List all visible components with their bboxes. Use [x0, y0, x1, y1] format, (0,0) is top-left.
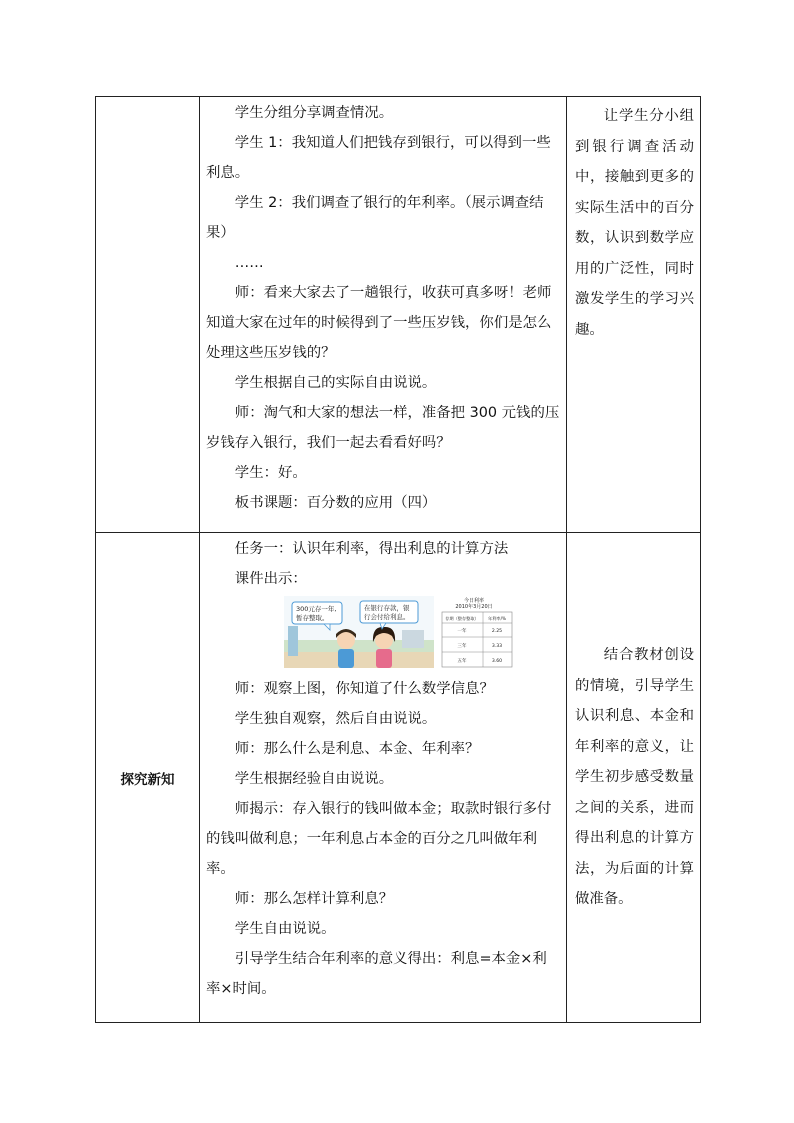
- board-rate: 3.33: [491, 644, 503, 649]
- paragraph: 学生 1：我知道人们把钱存到银行，可以得到一些利息。: [206, 135, 551, 181]
- paragraph: 师：观察上图，你知道了什么数学信息？: [234, 681, 494, 697]
- process-cell: [200, 533, 567, 1023]
- board-header: 存期（整存整取）: [445, 616, 479, 621]
- stage-cell: [96, 97, 200, 533]
- paragraph: 学生 2：我们调查了银行的年利率。（展示调查结果）: [206, 195, 544, 241]
- paragraph: 板书课题：百分数的应用（四）: [234, 495, 437, 511]
- board-term: 三年: [457, 644, 467, 649]
- paragraph: 学生根据经验自由说说。: [234, 771, 394, 787]
- design-intent-text: 结合教材创设的情境，引导学生认识利息、本金和年利率的意义，让学生初步感受数量之间的关系，进而得出利息的计算方法，为后面的计算做准备。: [575, 647, 694, 908]
- paragraph: 师：那么什么是利息、本金、年利率？: [234, 741, 480, 757]
- table-row: [96, 97, 701, 533]
- intent-cell: [567, 533, 701, 1023]
- board-term: 一年: [457, 629, 467, 634]
- paragraph: 学生自由说说。: [234, 921, 336, 937]
- paragraph: 师揭示：存入银行的钱叫做本金；取款时银行多付的钱叫做利息；一年利息占本金的百分之几叫做年利率。: [206, 801, 552, 877]
- paragraph: 课件出示：: [234, 571, 307, 587]
- board-title: 今日利率: [463, 598, 485, 604]
- courseware-illustration: [284, 596, 516, 668]
- paragraph: 学生分组分享调查情况。: [234, 105, 394, 121]
- board-term: 五年: [457, 659, 467, 664]
- board-date: 2010年3月20日: [455, 604, 493, 610]
- table-row: [96, 533, 701, 1023]
- design-intent-text: 让学生分小组到银行调查活动中，接触到更多的实际生活中的百分数，认识到数学应用的广泛性，同时激发学生的学习兴趣。: [575, 108, 694, 338]
- paragraph: 学生：好。: [234, 465, 307, 481]
- paragraph: 引导学生结合年利率的意义得出：利息=本金×利率×时间。: [206, 951, 547, 997]
- stage-cell: 探究新知: [96, 533, 200, 1023]
- paragraph: 师：看来大家去了一趟银行，收获可真多呀！老师知道大家在过年的时候得到了一些压岁钱，你们是怎么处理这些压岁钱的？: [206, 285, 552, 361]
- bubble-left-line: 300元存一年,: [296, 605, 337, 613]
- paragraph: 师：那么怎样计算利息？: [234, 891, 394, 907]
- paragraph: 学生独自观察，然后自由说说。: [234, 711, 437, 727]
- lesson-plan-table: [95, 96, 701, 1023]
- bubble-right-line: 行会付给利息。: [364, 613, 410, 621]
- bubble-right-line: 在银行存款，银: [364, 604, 410, 612]
- paragraph: 学生根据自己的实际自由说说。: [234, 375, 437, 391]
- bubble-left-line: 暂存整取。: [296, 614, 329, 622]
- paragraph: 任务一：认识年利率，得出利息的计算方法: [234, 541, 509, 557]
- board-header: 年利率/%: [488, 616, 506, 621]
- process-cell: [200, 97, 567, 533]
- interest-rate-board: [442, 597, 512, 667]
- paragraph: ……: [234, 255, 264, 271]
- bank-scene-illustration: [284, 596, 516, 668]
- board-rate: 3.60: [491, 659, 503, 664]
- board-rate: 2.25: [491, 629, 503, 634]
- intent-cell: [567, 97, 701, 533]
- paragraph: 师：淘气和大家的想法一样，准备把 300 元钱的压岁钱存入银行，我们一起去看看好吗？: [206, 405, 560, 451]
